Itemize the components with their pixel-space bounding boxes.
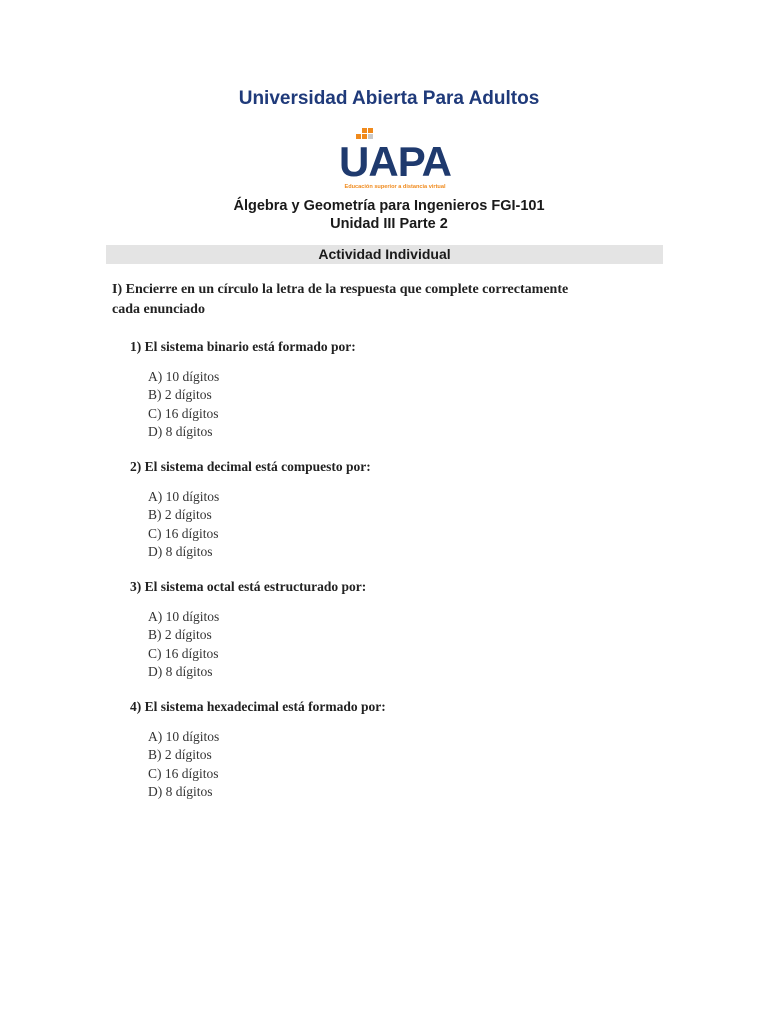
answer-option[interactable]: B) 2 dígitos xyxy=(148,747,212,763)
logo-accent-square xyxy=(362,128,367,133)
question-title: 3) El sistema octal está estructurado por: xyxy=(130,579,367,594)
question-title: 1) El sistema binario está formado por: xyxy=(130,339,356,354)
answer-option[interactable]: D) 8 dígitos xyxy=(148,423,213,439)
answer-option[interactable]: A) 10 dígitos xyxy=(148,729,220,744)
answer-option[interactable]: A) 10 dígitos xyxy=(148,369,220,384)
question-1 xyxy=(130,338,530,441)
logo-tagline: Educación superior a distancia virtual xyxy=(344,184,446,190)
answer-option[interactable]: C) 16 dígitos xyxy=(148,645,219,661)
answer-option[interactable]: D) 8 dígitos xyxy=(148,663,213,679)
answer-option[interactable]: C) 16 dígitos xyxy=(148,765,219,781)
logo-wordmark: UAPA xyxy=(339,138,451,185)
logo-accent-square xyxy=(368,128,373,133)
answer-option[interactable]: C) 16 dígitos xyxy=(148,405,219,421)
answer-option[interactable]: B) 2 dígitos xyxy=(148,507,212,523)
answer-options xyxy=(148,608,530,681)
answer-option[interactable]: A) 10 dígitos xyxy=(148,609,220,624)
answer-option[interactable]: D) 8 dígitos xyxy=(148,783,213,799)
page-title: Universidad Abierta Para Adultos xyxy=(238,88,540,109)
instructions-text: I) Encierre en un círculo la letra de la respuesta que complete correctamente cada enunciado xyxy=(112,282,569,317)
answer-options xyxy=(148,488,530,561)
answer-options xyxy=(148,728,530,801)
answer-option[interactable]: D) 8 dígitos xyxy=(148,543,213,559)
answer-option[interactable]: B) 2 dígitos xyxy=(148,387,212,403)
activity-banner: Actividad Individual xyxy=(106,245,663,264)
answer-option[interactable]: A) 10 dígitos xyxy=(148,489,220,504)
course-header xyxy=(0,197,768,233)
question-2 xyxy=(130,458,530,561)
answer-option[interactable]: B) 2 dígitos xyxy=(148,627,212,643)
uapa-logo xyxy=(335,126,455,192)
answer-options xyxy=(148,368,530,441)
question-3 xyxy=(130,578,530,681)
question-title: 4) El sistema hexadecimal está formado por: xyxy=(130,699,386,714)
question-title: 2) El sistema decimal está compuesto por: xyxy=(130,459,371,474)
question-4 xyxy=(130,698,530,801)
answer-option[interactable]: C) 16 dígitos xyxy=(148,525,219,541)
unit-name: Unidad III Parte 2 xyxy=(330,216,448,232)
course-name: Álgebra y Geometría para Ingenieros FGI-101 xyxy=(233,198,545,214)
